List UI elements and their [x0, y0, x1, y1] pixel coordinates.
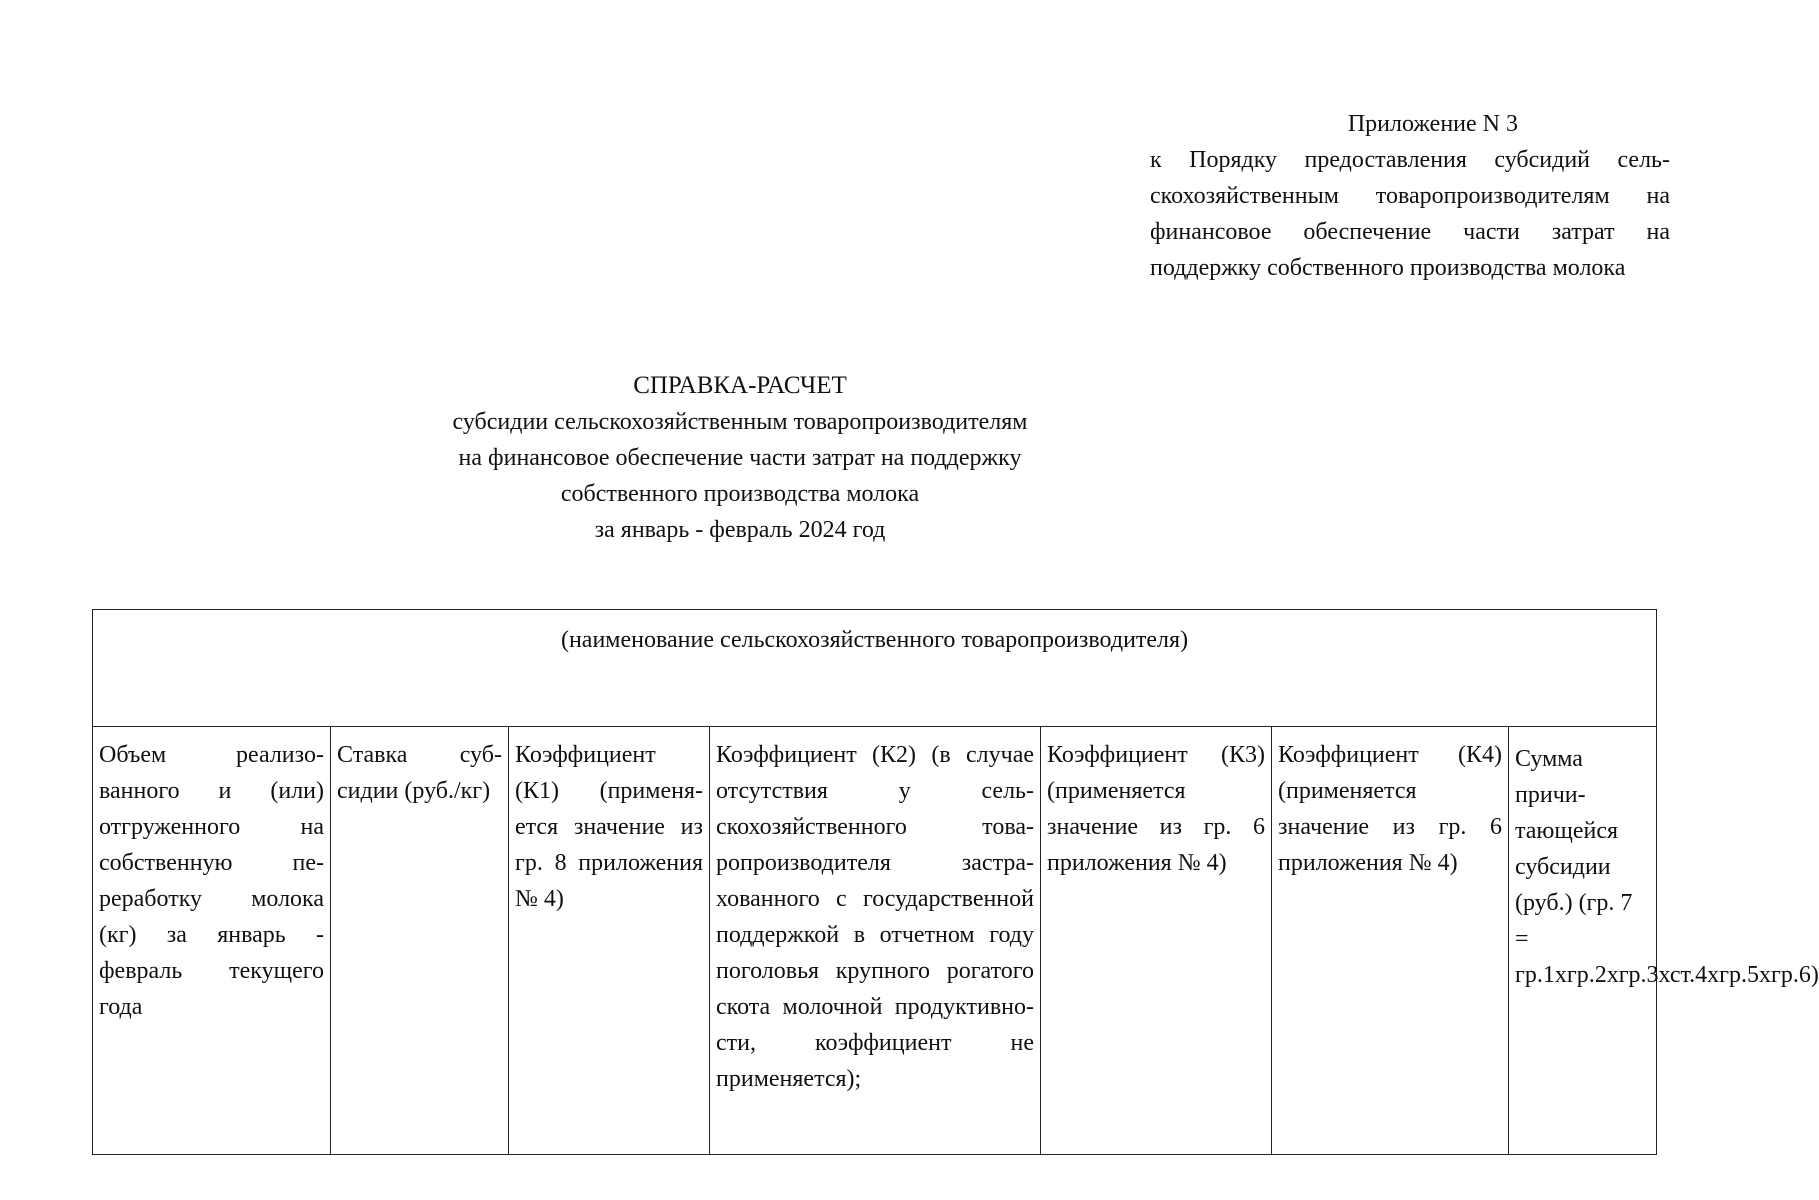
title-heading: СПРАВКА-РАСЧЕТ — [633, 372, 847, 399]
title-line-2: на финансовое обеспечение части затрат на поддержку — [458, 445, 1022, 471]
column-header-volume: Объем реализованного и (или) отгруженного на собственную переработку молока (кг) за январь - февраль текущего года — [93, 727, 331, 1155]
column-header-subsidy-sum: Сумма причитающейся субсидии (руб.) (гр. 7 = гр.1хгр.2хгр.3хст.4хгр.5хгр.6) — [1509, 727, 1657, 1155]
title-period: за январь - февраль 2024 год — [594, 517, 886, 543]
column-header-row — [93, 727, 1657, 1155]
producer-name-cell[interactable] — [93, 610, 1657, 727]
document-title — [0, 368, 1480, 548]
title-line-3: собственного производства молока — [560, 481, 920, 507]
producer-caption: (наименование сельскохозяйственного товаропроизводителя) — [560, 627, 1189, 653]
calculation-table — [92, 609, 1819, 1155]
appendix-number: Приложение N 3 — [1347, 111, 1518, 137]
appendix-header — [1150, 106, 1670, 286]
column-header-rate: Ставка субсидии (руб./кг) — [331, 727, 509, 1155]
column-header-k1: Коэффициент (К1) (применяется значение из гр. 8 приложения № 4) — [509, 727, 710, 1155]
producer-row — [93, 610, 1657, 727]
title-line-1: субсидии сельскохозяйственным товаропроизводителям — [452, 409, 1028, 435]
column-header-k4: Коэффициент (К4) (применяется значение из гр. 6 приложения № 4) — [1272, 727, 1509, 1155]
column-header-k2: Коэффициент (К2) (в случае отсутствия у сельскохозяйственного товаропроизводителя застрахованного с государственной поддержкой в отчетном году поголовья крупного рогатого скота молочной продуктивности, коэффициент не применяется); — [710, 727, 1041, 1155]
appendix-reference: к Порядку предоставления субсидий сельскохозяйственным товаропроизводителям на финансовое обеспечение части затрат на поддержку собственного производства молока — [1150, 147, 1670, 281]
column-header-k3: Коэффициент (К3) (применяется значение из гр. 6 приложения № 4) — [1041, 727, 1272, 1155]
